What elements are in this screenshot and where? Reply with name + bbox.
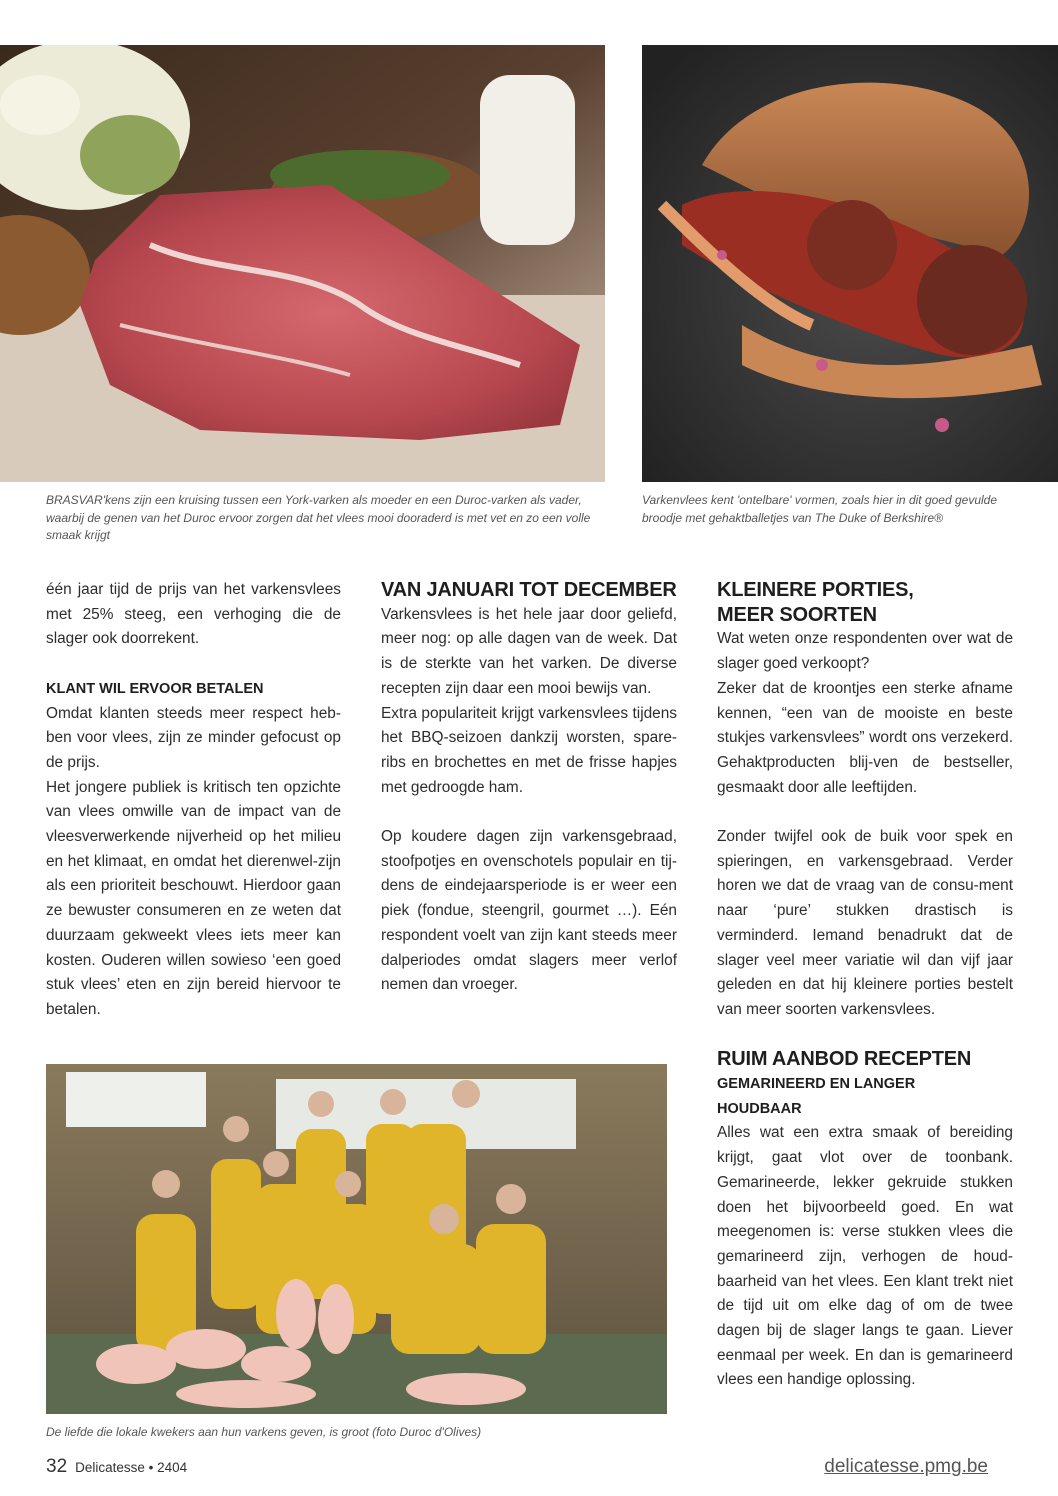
paragraph-intro: één jaar tijd de prijs van het varkensvlees met 25% steeg, een verhoging die de slager ook doorrekent.: [46, 581, 341, 648]
article-column-3: [717, 578, 1013, 1393]
heading-klant-wil-ervoor-betalen: KLANT WIL ERVOOR BETALEN: [46, 680, 264, 697]
page-footer-left: [46, 1456, 187, 1478]
heading-van-januari-tot-december: VAN JANUARI TOT DECEMBER: [381, 579, 677, 601]
paragraph: Op koudere dagen zijn varkensgebraad, stoofpotjes en ovenschotels populair en tij-dens de eindejaarsperiode is er weer een piek (fondue, steengril, gourmet …). Eén respondent voelt van zijn kant steeds meer dalperiodes omdat slagers meer verlof nemen dan vroeger.: [381, 828, 677, 994]
photo-farmers-with-piglets: [46, 1064, 667, 1414]
photo-meatball-sandwich: [642, 45, 1058, 482]
page-number: 32: [46, 1456, 68, 1477]
paragraph: Varkensvlees is het hele jaar door geliefd, meer nog: op alle dagen van de week. Dat is de sterkte van het varken. De diverse recepten zijn daar een mooi bewijs van.: [381, 605, 677, 697]
subheading-gemarineerd-line2: HOUDBAAR: [717, 1100, 802, 1117]
paragraph: Alles wat een extra smaak of bereiding krijgt, gaat vlot over de toonbank. Gemarineerde, lekker gekruide stukken doen het bijvoorbeeld goed. En wat meegenomen is: verse stukken vlees die gemarineerd zijn, verhogen de houd-baarheid van het vlees. Een klant trekt niet de tijd uit om elke dag of om de twee dagen bij de slager langs te gaan. Liever eenmaal per week. En dan is gemarineerd vlees een handige oplossing.: [717, 1124, 1013, 1389]
heading-ruim-aanbod-recepten: RUIM AANBOD RECEPTEN: [717, 1048, 972, 1071]
publication-issue: Delicatesse • 2404: [75, 1460, 188, 1475]
caption-raw-pork: BRASVAR'kens zijn een kruising tussen een York-varken als moeder en een Duroc-varken als vader, waarbij de genen van het Duroc ervoor zorgen dat het vlees mooi dooraderd is met vet en zo een volle smaak krijgt: [46, 493, 591, 542]
paragraph: Zeker dat de kroontjes een sterke afname kennen, “een van de mooiste en beste stukjes varkensvlees” wordt ons verzekerd. Gehaktproducten blij-ven de bestseller, gesmaakt door alle leeftijden.: [717, 679, 1013, 796]
heading-kleinere-porties-line2: MEER SOORTEN: [717, 603, 877, 626]
heading-kleinere-porties-line1: KLEINERE PORTIES,: [717, 579, 914, 601]
paragraph: Extra populariteit krijgt varkensvlees tijdens het BBQ-seizoen dankzij worsten, spare-ribs en brochettes en met de frisse hapjes met gedroogde ham.: [381, 704, 677, 796]
paragraph: Wat weten onze respondenten over wat de slager goed verkoopt?: [717, 630, 1013, 673]
paragraph: Omdat klanten steeds meer respect heb-ben voor vlees, zijn ze minder gefocust op de prijs.: [46, 704, 341, 771]
subheading-gemarineerd-line1: GEMARINEERD EN LANGER: [717, 1076, 916, 1093]
caption-farmers: De liefde die lokale kwekers aan hun varkens geven, is groot (foto Duroc d'Olives): [46, 1425, 482, 1439]
paragraph: Zonder twijfel ook de buik voor spek en spieringen, en varkensgebraad. Verder horen we dat de vraag van de consu-ment naar ‘pure’ stukken drastisch is verminderd. Iemand benadrukt dat de slager veel meer variatie wil dan vijf jaar geleden en dat hij kleinere porties bestelt van meer soorten varkensvlees.: [717, 828, 1013, 1018]
article-column-2: [381, 578, 677, 998]
website-link[interactable]: delicatesse.pmg.be: [824, 1456, 988, 1477]
paragraph: Het jongere publiek is kritisch ten opzichte van vlees omwille van de impact van de vleesverwerkende nijverheid op het milieu en het klimaat, en omdat het dierenwel-zijn als een prioriteit beschouwt. Hierdoor gaan ze bewuster consumeren en ze weten dat duurzaam gekweekt vlees iets meer kan kosten. Ouderen willen sowieso ‘een goed stuk vlees’ eten en zijn bereid hiervoor te betalen.: [46, 778, 341, 1018]
caption-meatball-sandwich: Varkenvlees kent 'ontelbare' vormen, zoals hier in dit goed gevulde broodje met gehaktballetjes van The Duke of Berkshire®: [642, 493, 998, 525]
article-column-1: [46, 578, 341, 1023]
photo-raw-pork: [0, 45, 605, 482]
